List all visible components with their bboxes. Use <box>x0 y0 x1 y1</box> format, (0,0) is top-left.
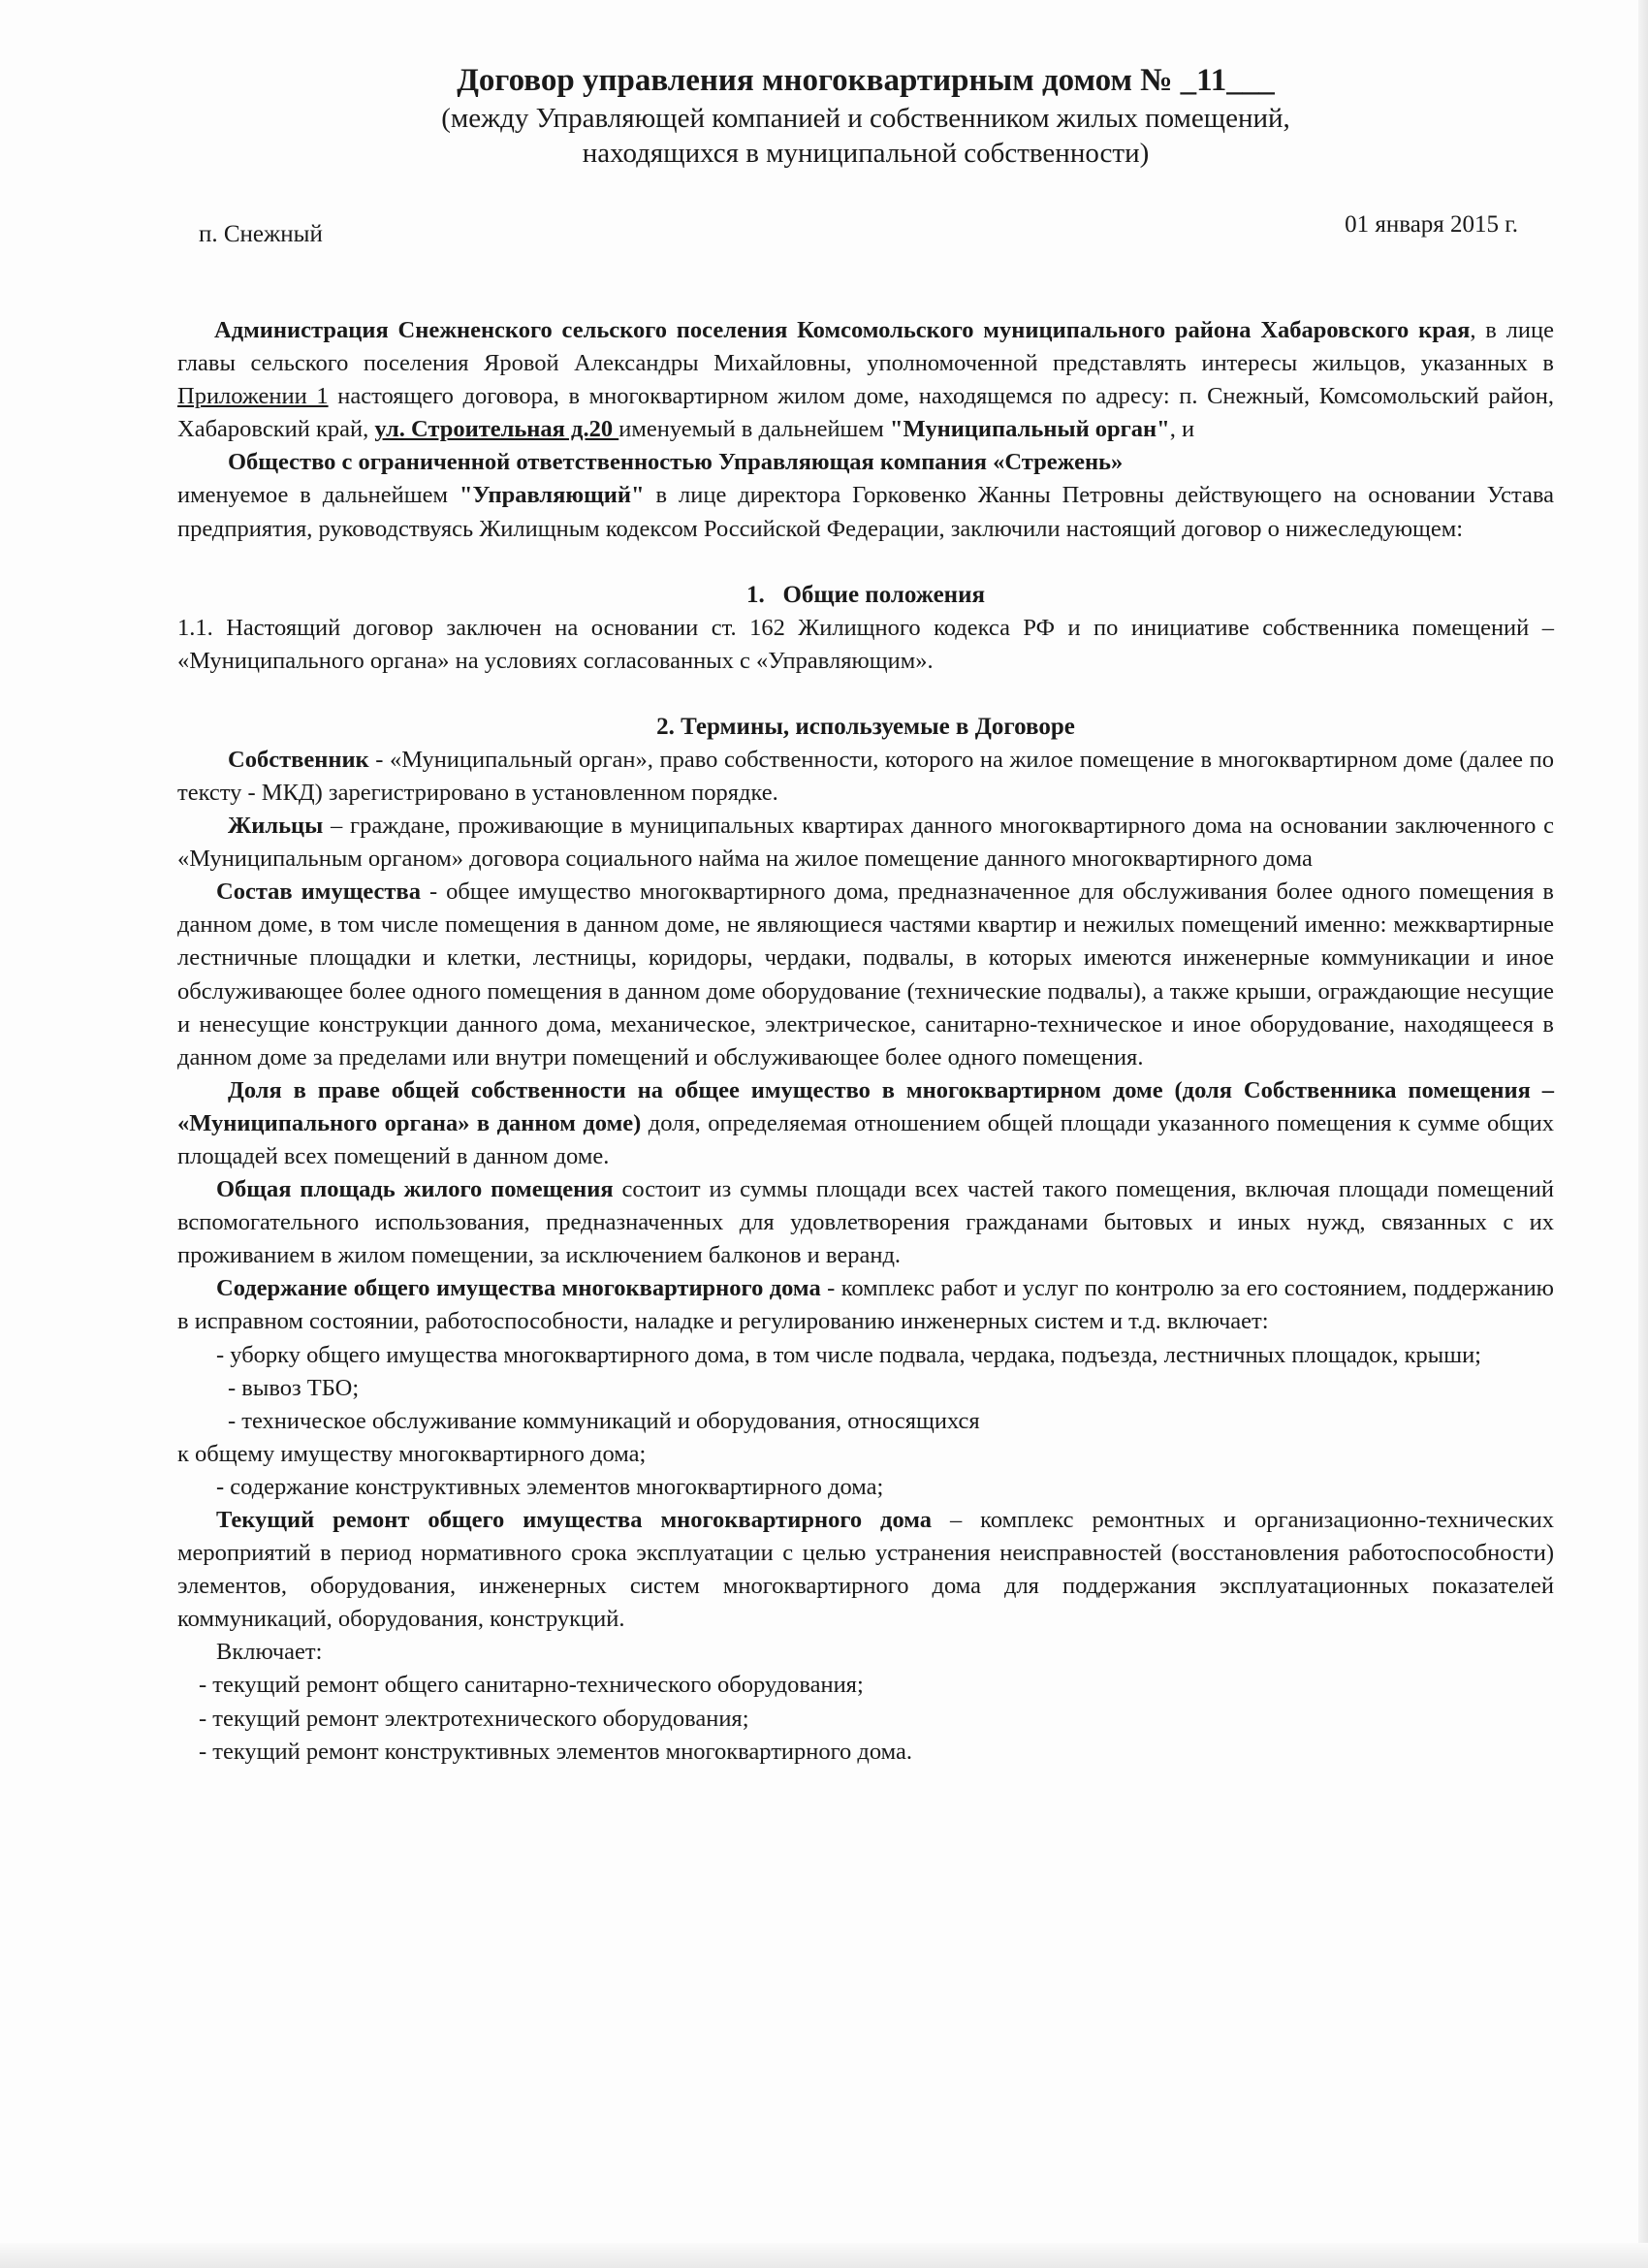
repair-item-text: - текущий ремонт общего санитарно-технического оборудования; <box>199 1672 864 1699</box>
term-share <box>177 1074 1554 1173</box>
repair-item-text: - текущий ремонт конструктивных элементов многоквартирного дома. <box>199 1738 913 1765</box>
includes-label-text: Включает: <box>216 1639 323 1666</box>
term-maintenance-text: - комплекс работ и услуг по контролю за его состоянием, поддержанию в исправном состоянии, работоспособности, наладке и регулированию инженерных систем и т.д. включает: <box>177 1275 1554 1335</box>
party1-text-c: именуемый в дальнейшем <box>618 416 890 443</box>
spacer <box>177 546 1554 579</box>
term-tenants-label: Жильцы <box>228 813 324 840</box>
repair-item <box>177 1669 1554 1702</box>
maintenance-item <box>177 1405 1554 1438</box>
term-tenants <box>177 810 1554 876</box>
party1-text-a: , в лице главы сельского поселения Яровой Александры Михайловны, уполномоченной представлять интересы жильцов, указанных в <box>177 317 1554 377</box>
term-maintenance-label: Содержание общего имущества многоквартирного дома <box>216 1275 821 1302</box>
term-maintenance <box>177 1272 1554 1338</box>
maintenance-item: - уборку общего имущества многоквартирного дома, в том числе подвала, чердака, подъезда, лестничных площадок, крыши; <box>216 1341 1481 1368</box>
party2-name-line <box>177 446 1554 479</box>
maintenance-item <box>177 1471 1554 1504</box>
contract-title: Договор управления многоквартирным домом № _11___ <box>457 63 1275 98</box>
party2-name: Общество с ограниченной ответственностью Управляющая компания «Стрежень» <box>228 449 1124 476</box>
term-owner-label: Собственник <box>228 746 369 773</box>
term-property <box>177 876 1554 1074</box>
term-area-label: Общая площадь жилого помещения <box>216 1176 614 1203</box>
spacer <box>177 678 1554 711</box>
term-property-label: Состав имущества <box>216 878 421 906</box>
term-area-text: состоит из суммы площади всех частей такого помещения, включая площади помещений вспомогательного использования, предназначенных для удовлетворения гражданами бытовых и иных нужд, связанных с их проживанием в жилом помещении, за исключением балконов и веранд. <box>177 1176 1554 1269</box>
term-owner <box>177 744 1554 810</box>
party2-text-a: именуемое в дальнейшем <box>177 482 460 509</box>
maintenance-item-text: - содержание конструктивных элементов многоквартирного дома; <box>216 1473 884 1500</box>
party2-paragraph <box>177 479 1554 545</box>
includes-label <box>177 1636 1554 1669</box>
section1-heading: 1. Общие положения <box>745 581 985 608</box>
party1-name: Администрация Снежненского сельского поселения Комсомольского муниципального района Хабаровского края <box>214 317 1471 343</box>
repair-item <box>177 1703 1554 1736</box>
place-of-signing: п. Снежный <box>199 221 323 247</box>
document-body <box>177 60 1554 1769</box>
term-owner-text: - «Муниципальный орган», право собственности, которого на жилое помещение в многоквартирном доме (далее по тексту - МКД) зарегистрировано в установленном порядке. <box>177 746 1554 806</box>
term-area <box>177 1173 1554 1272</box>
party1-text-d: , и <box>1169 416 1195 443</box>
section2-heading: 2. Термины, используемые в Договоре <box>656 713 1075 740</box>
contract-subtitle-line1: (между Управляющей компанией и собственником жилых помещений, <box>441 103 1290 134</box>
contract-subtitle-line2: находящихся в муниципальной собственности) <box>582 138 1150 169</box>
term-repair-label: Текущий ремонт общего имущества многоквартирного дома <box>216 1507 932 1533</box>
maintenance-item-text: - вывоз ТБО; <box>228 1374 360 1401</box>
term-tenants-text: – граждане, проживающие в муниципальных квартирах данного многоквартирного дома на основании заключенного с «Муниципальным органом» договора социального найма на жилое помещение данного многоквартирного дома <box>177 813 1554 873</box>
contract-date: 01 января 2015 г. <box>1345 211 1518 238</box>
party2-alias: "Управляющий" <box>459 482 645 509</box>
maintenance-item-text: - техническое обслуживание коммуникаций и оборудования, относящихся <box>228 1407 980 1434</box>
page-edge-bottom <box>0 2243 1648 2268</box>
party2-text-b: в лице директора Горковенко Жанны Петровны действующего на основании Устава предприятия, руководствуясь Жилищным кодексом Российской Федерации, заключили настоящий договор о нижеследующем: <box>177 482 1554 542</box>
appendix-link: Приложении 1 <box>177 383 329 410</box>
address-street: ул. Строительная д.20 <box>374 416 619 443</box>
repair-item <box>177 1736 1554 1769</box>
party1-alias: "Муниципальный орган" <box>889 416 1170 443</box>
party1-text-b: настоящего договора, в многоквартирном жилом доме, находящемся по адресу: п. Снежный, Комсомольский район, Хабаровский край, <box>177 383 1554 443</box>
page-edge-right <box>1638 0 1648 2268</box>
section1-clause-1-1: 1.1. Настоящий договор заключен на основании ст. 162 Жилищного кодекса РФ и по инициативе собственника помещений – «Муниципального органа» на условиях согласованных с «Управляющим». <box>177 614 1554 674</box>
maintenance-item <box>177 1372 1554 1405</box>
repair-item-text: - текущий ремонт электротехнического оборудования; <box>199 1705 749 1732</box>
term-repair-text: – комплекс ремонтных и организационно-технических мероприятий в период нормативного срока эксплуатации с целью устранения неисправностей (восстановления работоспособности) элементов, оборудования, инженерных систем многоквартирного дома для поддержания эксплуатационных показателей коммуникаций, оборудования, конструкций. <box>177 1507 1554 1633</box>
term-property-text: - общее имущество многоквартирного дома, предназначенное для обслуживания более одного помещения в данном доме, в том числе помещения в данном доме, не являющиеся частями квартир и нежилых помещений именно: межквартирные лестничные площадки и клетки, лестницы, коридоры, чердаки, подвалы, в которых имеются инженерные коммуникации и иное обслуживающее более одного помещения в данном доме оборудование (технические подвалы), а также крыши, ограждающие несущие и ненесущие конструкции данного дома, механическое, электрическое, санитарно-техническое и иное оборудование, находящееся в данном доме за пределами или внутри помещений и обслуживающее более одного помещения. <box>177 878 1554 1070</box>
maintenance-item-continued: к общему имуществу многоквартирного дома; <box>177 1440 647 1467</box>
term-repair <box>177 1504 1554 1636</box>
place-date-line <box>177 211 1554 264</box>
term-share-text: доля, определяемая отношением общей площади указанного помещения к сумме общих площадей всех помещений в данном доме. <box>177 1109 1555 1169</box>
party1-paragraph <box>177 314 1554 446</box>
term-share-label: Доля в праве общей собственности на общее имущество в многоквартирном доме (доля Собственника помещения – «Муниципального органа» в данном доме) <box>177 1076 1554 1136</box>
